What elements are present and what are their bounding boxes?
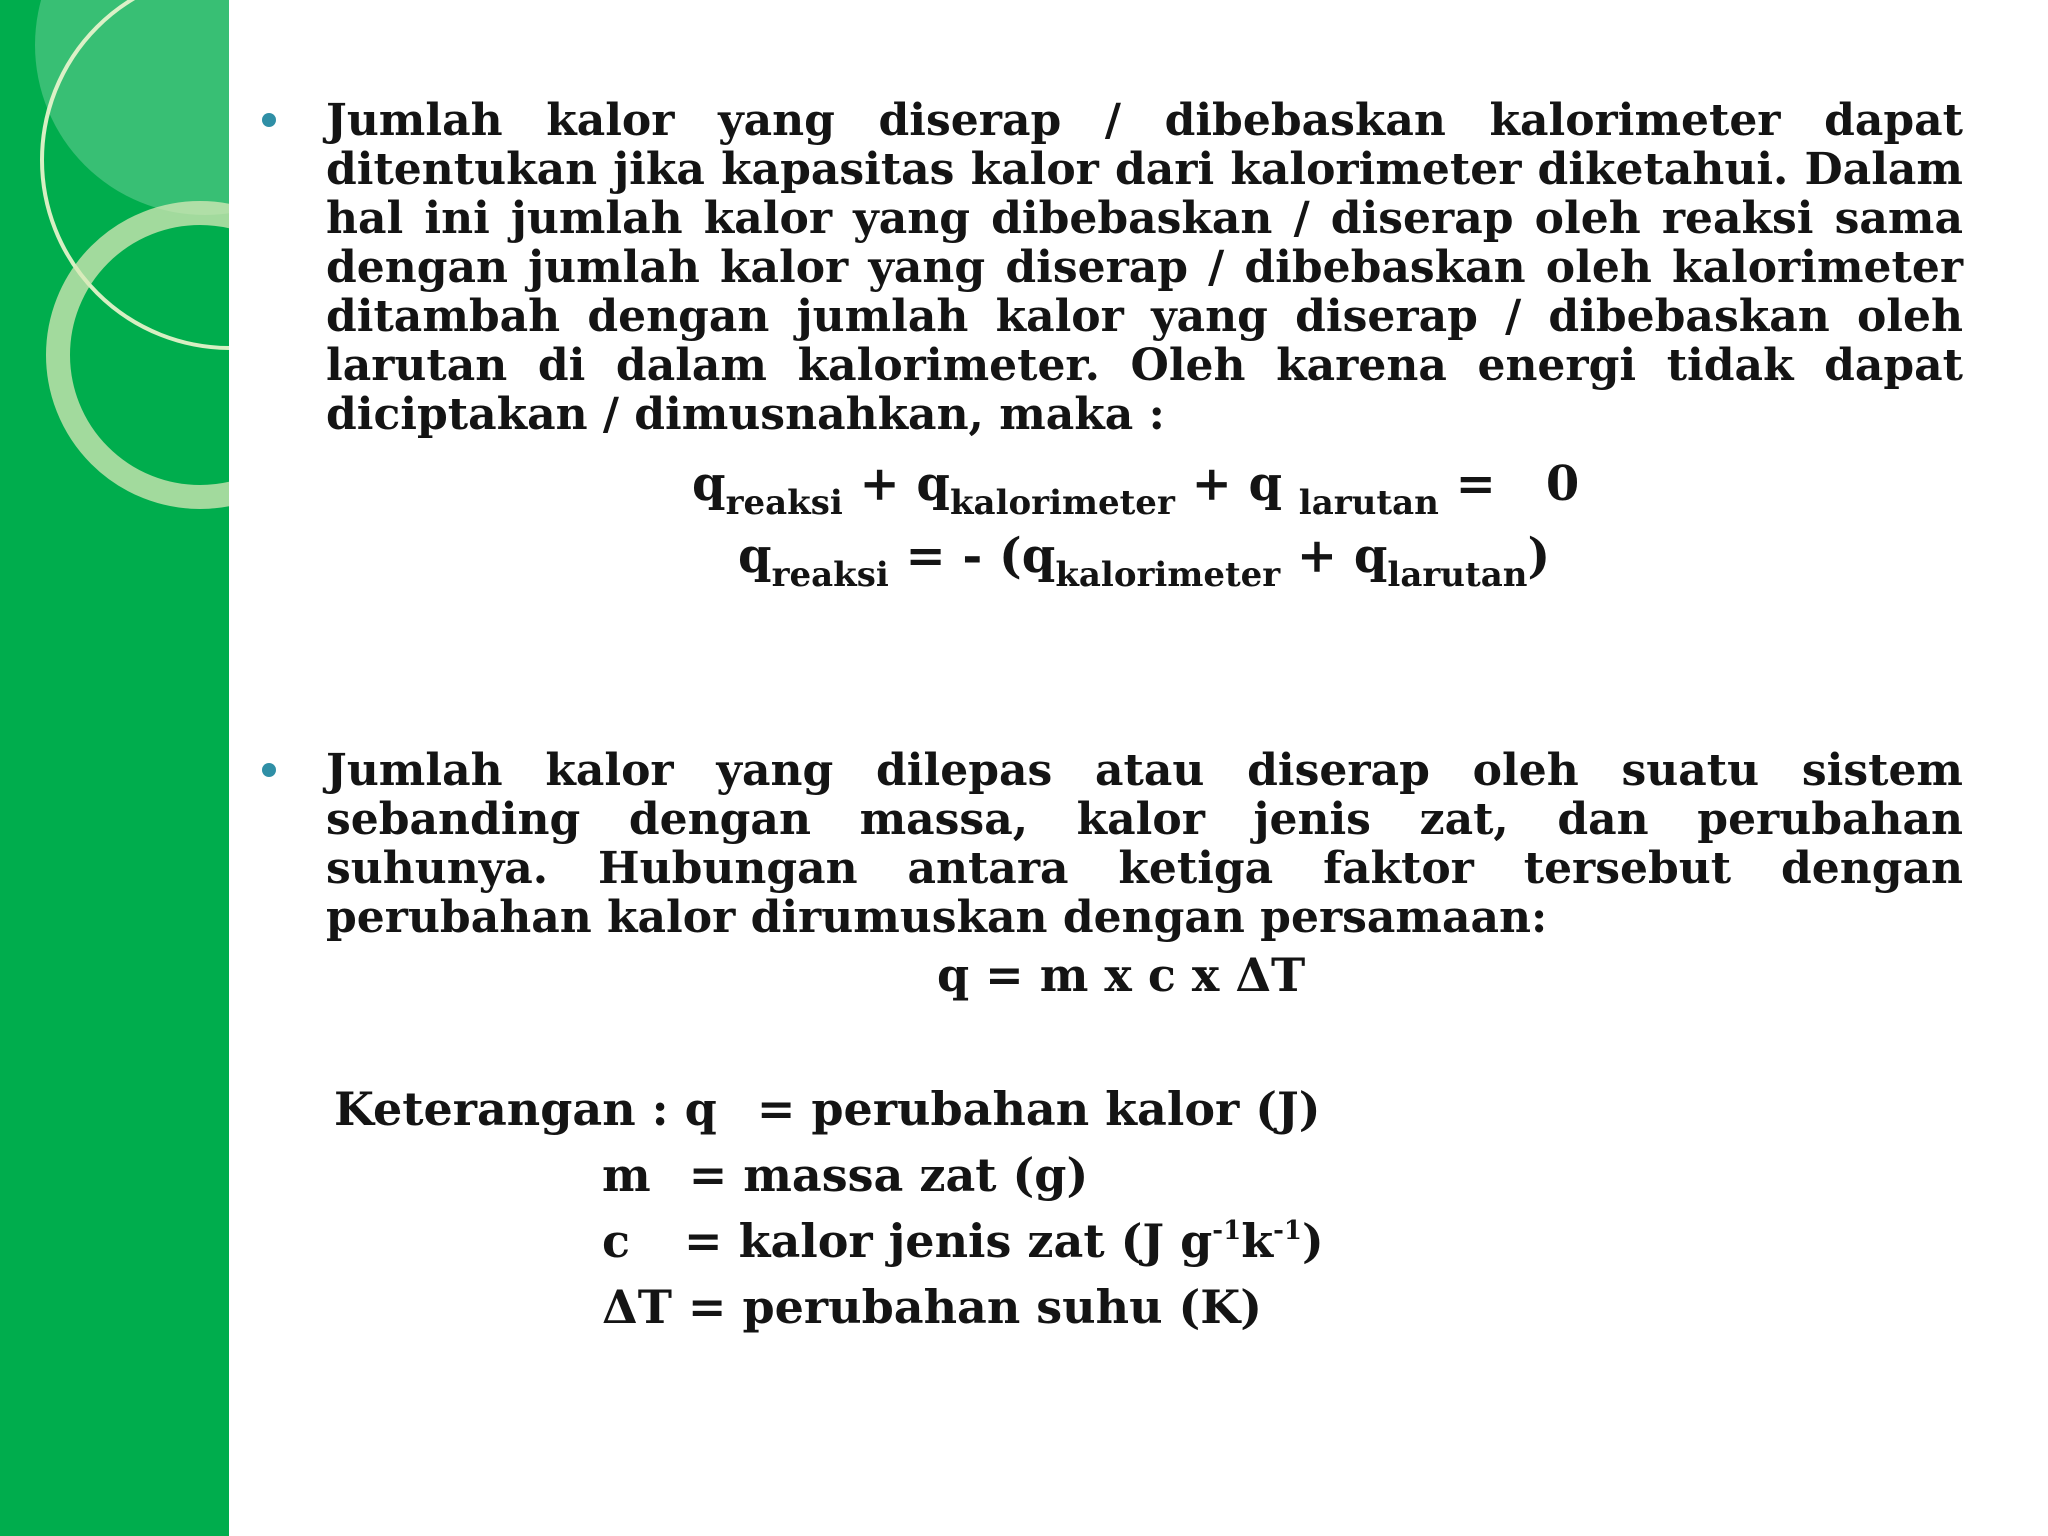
eq2-plus-q: + q: [1296, 528, 1388, 584]
keterangan-m-desc: = massa zat (g): [688, 1148, 1089, 1202]
eq1-plus: +: [859, 456, 900, 512]
equation-q-reaksi: [738, 528, 1551, 595]
eq2-equals-open: = - (q: [905, 528, 1056, 584]
bullet-marker: [262, 763, 276, 777]
large-light-circle: [35, 0, 229, 215]
keterangan-q-line: [334, 1082, 1321, 1136]
eq1-q1: q: [692, 456, 726, 512]
equation-q-sum: [692, 456, 1580, 523]
bullet-item-1: [262, 96, 1962, 439]
keterangan-m-sym: m: [602, 1148, 651, 1202]
thick-ring: [58, 213, 229, 497]
bullet-2-text: Jumlah kalor yang dilepas atau diserap oleh suatu sistem sebanding dengan massa, kalor jenis zat, dan perubahan suhunya. Hubungan antara ketiga faktor tersebut dengan perubahan kalor dirumuskan dengan persamaan:: [326, 745, 1963, 943]
eq1-sub-kalorimeter: kalorimeter: [949, 483, 1175, 523]
keterangan-dt-line: ΔT = perubahan suhu (K): [602, 1280, 1263, 1334]
eq1-sub-reaksi: reaksi: [725, 483, 843, 523]
eq2-sub-reaksi: reaksi: [771, 555, 889, 595]
equation-q-mcdt: q = m x c x ΔT: [937, 948, 1306, 1002]
eq2-sub-larutan: larutan: [1387, 555, 1528, 595]
eq2-q: q: [738, 528, 772, 584]
bullet-marker: [262, 113, 276, 127]
keterangan-q-desc: = perubahan kalor (J): [756, 1082, 1321, 1136]
decorative-sidebar: [0, 0, 229, 1536]
keterangan-c-sym: c: [602, 1214, 631, 1268]
keterangan-intro: Keterangan : q: [334, 1082, 717, 1136]
eq2-close: ): [1527, 528, 1551, 584]
eq1-plus-q: + q: [1191, 456, 1283, 512]
keterangan-c-sup2: -1: [1273, 1216, 1302, 1246]
eq1-sub-larutan: larutan: [1298, 483, 1439, 523]
bullet-1-text: Jumlah kalor yang diserap / dibebaskan kalorimeter dapat ditentukan jika kapasitas kalor dari kalorimeter diketahui. Dalam hal ini jumlah kalor yang dibebaskan / diserap oleh reaksi sama dengan jumlah kalor yang diserap / dibebaskan oleh kalorimeter ditambah dengan jumlah kalor yang diserap / dibebaskan oleh larutan di dalam kalorimeter. Oleh karena energi tidak dapat diciptakan / dimusnahkan, maka :: [326, 95, 1963, 440]
keterangan-c-line: [602, 1214, 1324, 1268]
bullet-item-2: [262, 746, 1963, 942]
decorative-circles: [0, 0, 229, 1536]
keterangan-c-desc-a: = kalor jenis zat (J g: [684, 1214, 1213, 1268]
eq2-sub-kalorimeter: kalorimeter: [1055, 555, 1281, 595]
eq1-q2: q: [916, 456, 950, 512]
keterangan-c-sup1: -1: [1212, 1216, 1242, 1246]
eq1-equals-zero: = 0: [1455, 456, 1580, 512]
keterangan-m-line: [602, 1148, 1088, 1202]
slide-content: [262, 95, 1963, 1334]
keterangan-c-close: ): [1301, 1214, 1324, 1268]
keterangan-c-desc-b: k: [1241, 1214, 1274, 1268]
